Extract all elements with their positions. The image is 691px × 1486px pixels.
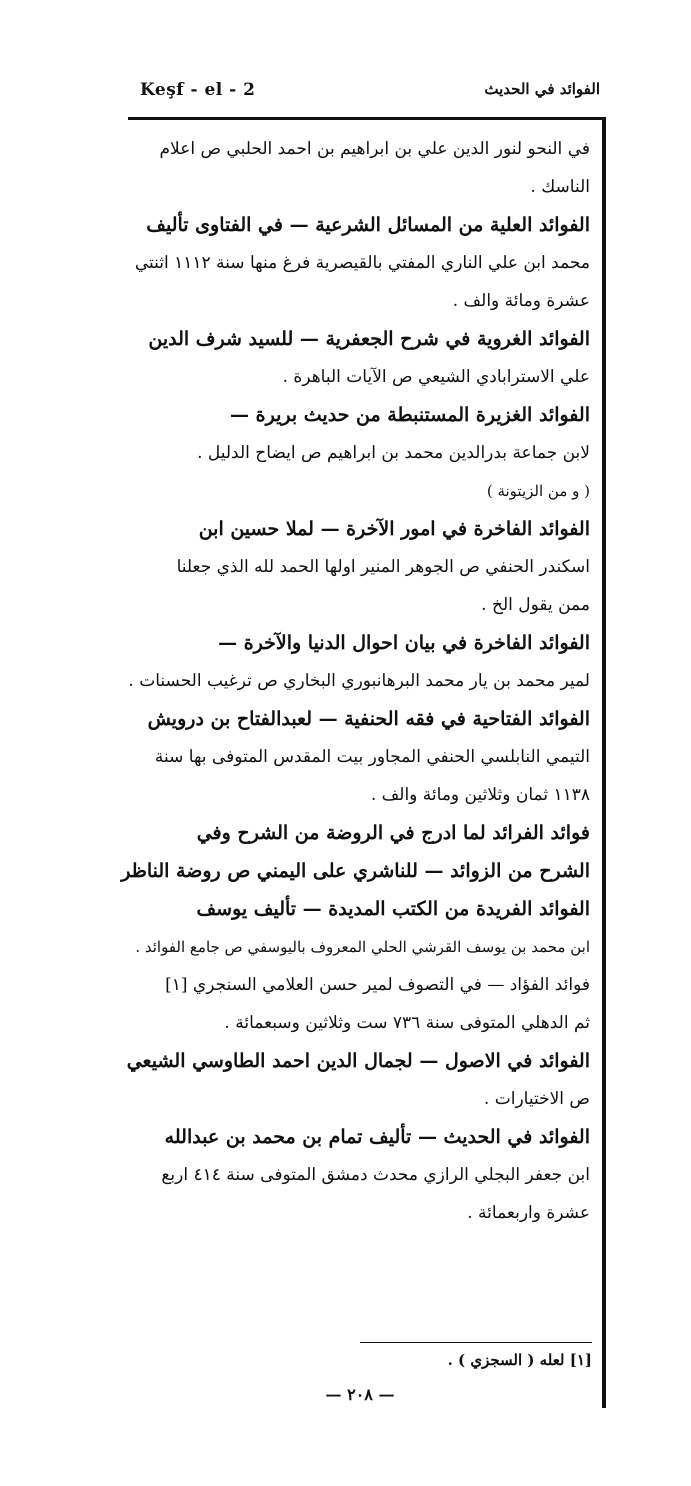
text-line: ثم الدهلي المتوفى سنة ٧٣٦ ست وثلاثين وسبعمائة . bbox=[224, 1013, 590, 1033]
header-rule bbox=[128, 117, 606, 120]
text-line: الفوائد الفريدة من الكتب المديدة — تأليف يوسف bbox=[196, 898, 590, 920]
text-line: ابن جعفر البجلي الرازي محدث دمشق المتوفى سنة ٤١٤ اربع bbox=[161, 1165, 590, 1185]
page-header bbox=[140, 80, 600, 112]
text-line: لمير محمد بن يار محمد البرهانبوري البخاري ص ترغيب الحسنات . bbox=[128, 671, 590, 691]
text-line: ١١٣٨ ثمان وثلاثين ومائة والف . bbox=[370, 785, 590, 805]
text-line: علي الاسترابادي الشيعي ص الآيات الباهرة . bbox=[282, 367, 590, 387]
text-line: محمد ابن علي الناري المفتي بالقيصرية فرغ منها سنة ١١١٢ اثنتي bbox=[134, 253, 590, 273]
text-line: عشرة ومائة والف . bbox=[452, 291, 590, 311]
text-line: اسكندر الحنفي ص الجوهر المنير اولها الحمد لله الذي جعلنا bbox=[176, 557, 590, 577]
text-line: الفوائد الغروية في شرح الجعفرية — للسيد شرف الدين bbox=[148, 328, 590, 350]
text-line: الفوائد العلية من المسائل الشرعية — في الفتاوى تأليف bbox=[146, 214, 590, 236]
footnote-rule bbox=[360, 1342, 592, 1343]
text-line: لابن جماعة بدرالدين محمد بن ابراهيم ص ايضاح الدليل . bbox=[197, 443, 590, 463]
catalog-reference: Keşf - el - 2 bbox=[140, 80, 256, 100]
text-line: فوائد الفرائد لما ادرج في الروضة من الشرح وفي bbox=[196, 822, 590, 844]
page-number: — ٢٠٨ — bbox=[325, 1385, 395, 1404]
text-body bbox=[121, 130, 590, 1232]
text-line: التيمي النابلسي الحنفي المجاور بيت المقدس المتوفى بها سنة bbox=[154, 747, 590, 767]
text-line: الفوائد الفاخرة في امور الآخرة — لملا حسين ابن bbox=[198, 518, 590, 540]
text-line: الناسك . bbox=[530, 177, 590, 197]
text-line: في النحو لنور الدين علي بن ابراهيم بن احمد الحلبي ص اعلام bbox=[159, 139, 590, 159]
text-line: فوائد الفؤاد — في التصوف لمير حسن العلامي السنجري [١] bbox=[165, 975, 590, 995]
text-line: عشرة واربعمائة . bbox=[467, 1203, 590, 1223]
text-line: ابن محمد بن يوسف القرشي الحلي المعروف باليوسفي ص جامع الفوائد . bbox=[135, 938, 590, 956]
text-line: الفوائد الفاخرة في بيان احوال الدنيا والآخرة — bbox=[218, 632, 590, 654]
text-line: الفوائد الفتاحية في فقه الحنفية — لعبدالفتاح بن درويش bbox=[147, 708, 590, 730]
margin-rule bbox=[602, 118, 606, 1408]
text-line: ممن يقول الخ . bbox=[481, 595, 590, 615]
footnote: [١] لعله ( السجزي ) . bbox=[447, 1351, 592, 1369]
running-title: الفوائد في الحديث bbox=[484, 80, 600, 98]
text-line: ( و من الزيتونة ) bbox=[486, 482, 590, 500]
text-line: ص الاختيارات . bbox=[483, 1089, 590, 1109]
text-line: الفوائد الغزيرة المستنبطة من حديث بريرة — bbox=[230, 404, 590, 426]
text-line: الشرح من الزوائد — للناشري على اليمني ص روضة الناظر bbox=[121, 860, 590, 882]
text-line: الفوائد في الاصول — لجمال الدين احمد الطاوسي الشيعي bbox=[126, 1050, 590, 1072]
text-line: الفوائد في الحديث — تأليف تمام بن محمد بن عبدالله bbox=[164, 1126, 590, 1148]
